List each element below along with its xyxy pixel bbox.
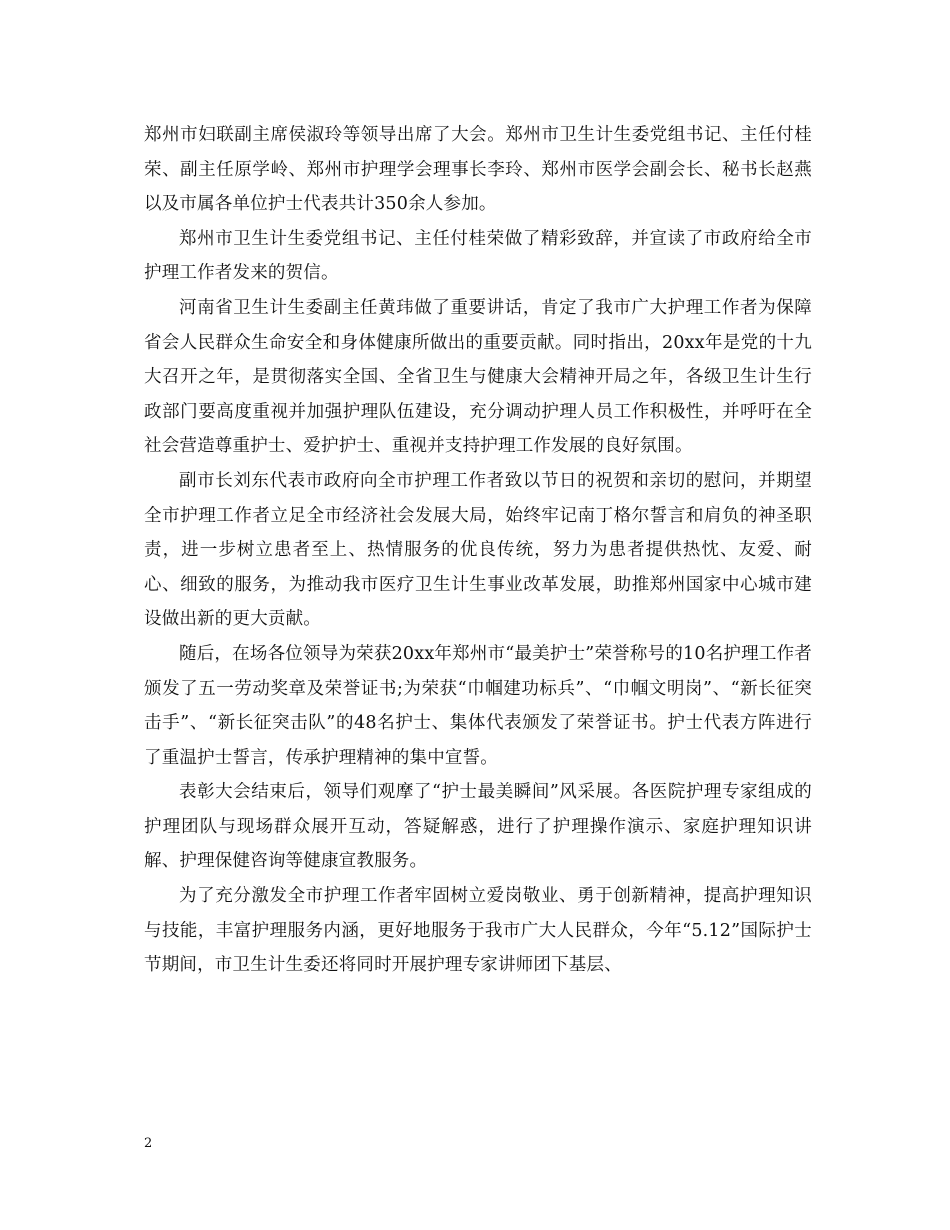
paragraph: 河南省卫生计生委副主任黄玮做了重要讲话，肯定了我市广大护理工作者为保障省会人民群众生命安全和身体健康所做出的重要贡献。同时指出，20xx年是党的十九大召开之年，是贯彻落实全国、全省卫生与健康大会精神开局之年，各级卫生计生行政部门要高度重视并加强护理队伍建设，充分调动护理人员工作积极性，并呼吁在全社会营造尊重护士、爱护护士、重视并支持护理工作发展的良好氛围。 xyxy=(144,297,812,457)
paragraph: 表彰大会结束后，领导们观摩了“护士最美瞬间”风采展。各医院护理专家组成的护理团队与现场群众展开互动，答疑解惑，进行了护理操作演示、家庭护理知识讲解、护理保健咨询等健康宣教服务。 xyxy=(144,782,812,872)
document-body xyxy=(144,118,812,983)
paragraph: 郑州市妇联副主席侯淑玲等领导出席了大会。郑州市卫生计生委党组书记、主任付桂荣、副主任原学岭、郑州市护理学会理事长李玲、郑州市医学会副会长、秘书长赵燕以及市属各单位护士代表共计350余人参加。 xyxy=(144,125,812,215)
paragraph: 副市长刘东代表市政府向全市护理工作者致以节日的祝贺和亲切的慰问，并期望全市护理工作者立足全市经济社会发展大局，始终牢记南丁格尔誓言和肩负的神圣职责，进一步树立患者至上、热情服务的优良传统，努力为患者提供热忱、友爱、耐心、细致的服务，为推动我市医疗卫生计生事业改革发展，助推郑州国家中心城市建设做出新的更大贡献。 xyxy=(144,470,812,630)
paragraph: 郑州市卫生计生委党组书记、主任付桂荣做了精彩致辞，并宣读了市政府给全市护理工作者发来的贺信。 xyxy=(144,228,812,284)
paragraph: 为了充分激发全市护理工作者牢固树立爱岗敬业、勇于创新精神，提高护理知识与技能，丰富护理服务内涵，更好地服务于我市广大人民群众，今年“5.12”国际护士节期间，市卫生计生委还将同时开展护理专家讲师团下基层、 xyxy=(144,886,812,976)
page-number: 2 xyxy=(144,1136,153,1151)
paragraph: 随后，在场各位领导为荣获20xx年郑州市“最美护士”荣誉称号的10名护理工作者颁发了五一劳动奖章及荣誉证书;为荣获“巾帼建功标兵”、“巾帼文明岗”、“新长征突击手”、“新长征突击队”的48名护士、集体代表颁发了荣誉证书。护士代表方阵进行了重温护士誓言，传承护理精神的集中宣誓。 xyxy=(144,643,812,768)
